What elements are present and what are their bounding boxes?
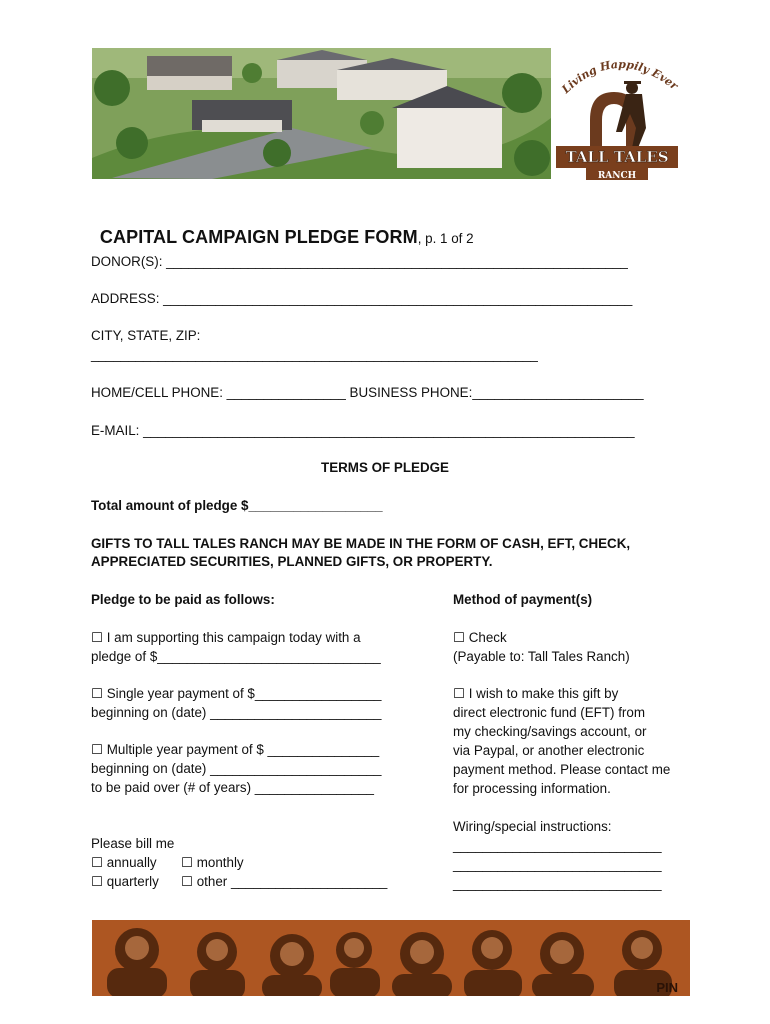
bill-quarterly[interactable]	[91, 872, 159, 891]
multi-year-count[interactable]: to be paid over (# of years) ________________	[91, 780, 374, 795]
option-today-amount[interactable]: pledge of $______________________________	[91, 649, 381, 664]
checkbox-single-year[interactable]: ☐	[91, 686, 104, 701]
svg-text:TALL TALES: TALL TALES	[565, 148, 669, 166]
eft-line4: via Paypal, or another electronic	[453, 743, 645, 758]
bill-monthly-label: monthly	[193, 855, 244, 870]
option-today[interactable]	[91, 628, 361, 647]
form-title: CAPITAL CAMPAIGN PLEDGE FORM	[99, 227, 418, 247]
eft-line3: my checking/savings account, or	[453, 724, 647, 739]
option-today-line1: I am supporting this campaign today with a	[103, 630, 361, 645]
address-field[interactable]: ADDRESS: _______________________________________________________________	[91, 291, 633, 306]
payment-check[interactable]	[453, 628, 507, 647]
city-label: CITY, STATE, ZIP:	[91, 328, 201, 343]
option-multi-year[interactable]	[91, 740, 379, 759]
svg-text:RANCH: RANCH	[597, 171, 637, 181]
payment-eft-line1: I wish to make this gift by	[465, 686, 619, 701]
header-photo	[92, 48, 551, 179]
svg-text:Living Happily Ever After: Living Happily Ever	[559, 57, 681, 97]
checkbox-annually[interactable]: ☐	[91, 855, 104, 870]
bill-quarterly-label: quarterly	[103, 874, 159, 889]
eft-line6: for processing information.	[453, 781, 611, 796]
email-field[interactable]: E-MAIL: __________________________________________________________________	[91, 423, 635, 438]
payable-note: (Payable to: Tall Tales Ranch)	[453, 649, 630, 664]
checkbox-other[interactable]: ☐	[181, 874, 194, 889]
wiring-line-3[interactable]: ____________________________	[453, 876, 662, 891]
checkbox-today[interactable]: ☐	[91, 630, 104, 645]
footer-photo-strip	[92, 920, 690, 996]
phone-field[interactable]: HOME/CELL PHONE: ________________ BUSINESS PHONE:_______________________	[91, 385, 644, 400]
checkbox-eft[interactable]: ☐	[453, 686, 466, 701]
bill-monthly[interactable]	[181, 853, 244, 872]
gifts-note-line1: GIFTS TO TALL TALES RANCH MAY BE MADE IN THE FORM OF CASH, EFT, CHECK,	[91, 536, 631, 551]
terms-heading: TERMS OF PLEDGE	[321, 460, 449, 475]
wiring-line-2[interactable]: ____________________________	[453, 857, 662, 872]
multi-year-date[interactable]: beginning on (date) _______________________	[91, 761, 382, 776]
option-single-year-line1: Single year payment of $_________________	[103, 686, 382, 701]
checkbox-monthly[interactable]: ☐	[181, 855, 194, 870]
bill-other[interactable]	[181, 872, 387, 891]
bill-annually[interactable]	[91, 853, 157, 872]
wiring-line-1[interactable]: ____________________________	[453, 838, 662, 853]
tall-tales-ranch-logo	[552, 48, 682, 183]
bill-annually-label: annually	[103, 855, 157, 870]
eft-line5: payment method. Please contact me	[453, 762, 671, 777]
gifts-note-line2: APPRECIATED SECURITIES, PLANNED GIFTS, OR PROPERTY.	[91, 554, 493, 569]
total-pledge-field[interactable]: Total amount of pledge $__________________	[91, 498, 383, 513]
payment-check-label: Check	[465, 630, 507, 645]
payment-eft[interactable]	[453, 684, 618, 703]
billing-label: Please bill me	[91, 836, 175, 851]
city-field[interactable]: ____________________________________________________________	[91, 347, 538, 362]
checkbox-multi-year[interactable]: ☐	[91, 742, 104, 757]
bill-other-label: other _____________________	[193, 874, 388, 889]
page-indicator: , p. 1 of 2	[417, 231, 474, 246]
payment-method-heading: Method of payment(s)	[453, 592, 593, 607]
checkbox-quarterly[interactable]: ☐	[91, 874, 104, 889]
option-single-year[interactable]	[91, 684, 381, 703]
pledge-schedule-heading: Pledge to be paid as follows:	[91, 592, 275, 607]
donor-field[interactable]: DONOR(S): ______________________________________________________________	[91, 254, 628, 269]
form-title-row	[91, 209, 474, 248]
eft-line2: direct electronic fund (EFT) from	[453, 705, 645, 720]
wiring-label: Wiring/special instructions:	[453, 819, 612, 834]
checkbox-check[interactable]: ☐	[453, 630, 466, 645]
footer-shirt-text: PIN	[656, 980, 678, 995]
single-year-date[interactable]: beginning on (date) _______________________	[91, 705, 382, 720]
option-multi-year-line1: Multiple year payment of $ _______________	[103, 742, 380, 757]
